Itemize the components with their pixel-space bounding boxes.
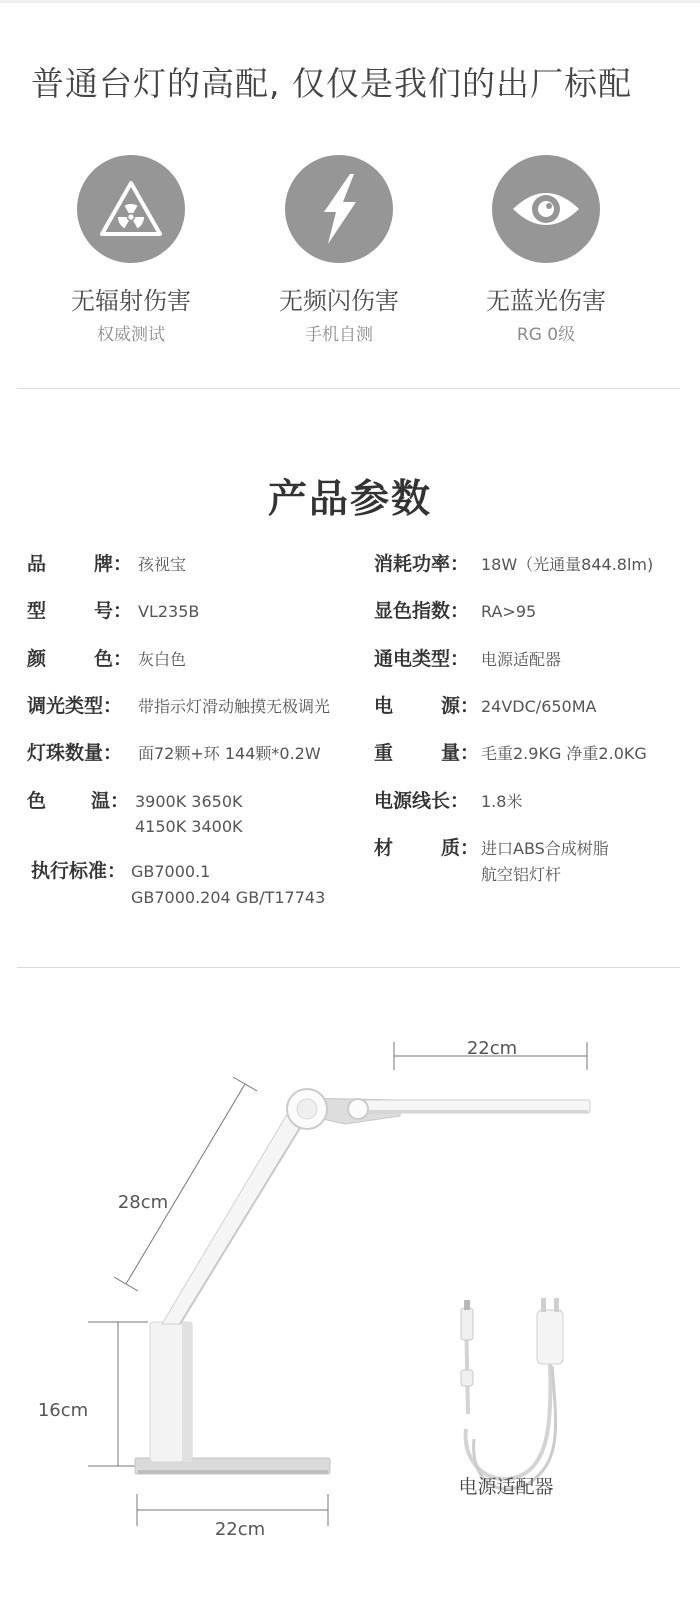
param-label: 型 — [27, 600, 47, 622]
param-value: 1.8米 — [481, 792, 523, 811]
feature-no-radiation — [36, 155, 226, 345]
param-value: 电源适配器 — [481, 650, 562, 669]
power-adapter-illustration — [461, 1298, 563, 1489]
eye-icon — [492, 155, 600, 263]
param-label: 量： — [441, 742, 480, 764]
param-label: 消耗功率： — [374, 553, 470, 575]
feature-no-blue-light — [451, 155, 641, 345]
feature-subtitle: 手机自测 — [305, 325, 373, 345]
param-label: 电源线长： — [374, 790, 470, 812]
param-value: VL235B — [138, 602, 200, 621]
adapter-label: 电源适配器 — [458, 1476, 554, 1498]
param-value: 18W（光通量844.8lm) — [481, 555, 654, 574]
param-value: GB7000.1 — [131, 862, 211, 881]
param-label: 色： — [94, 648, 133, 670]
param-label: 电 — [374, 695, 394, 717]
param-label: 重 — [374, 742, 394, 764]
param-label: 品 — [27, 553, 47, 575]
param-label: 显色指数： — [374, 600, 470, 622]
divider — [17, 388, 680, 389]
base-width-label: 22cm — [214, 1519, 266, 1540]
param-label: 调光类型： — [27, 695, 123, 717]
lightning-bolt-icon — [285, 155, 393, 263]
divider — [17, 967, 680, 968]
headline: 普通台灯的高配, 仅仅是我们的出厂标配 — [31, 64, 632, 103]
param-value: 带指示灯滑动触摸无极调光 — [138, 697, 331, 716]
feature-no-flicker — [244, 155, 434, 345]
arm-length-dimension — [114, 1077, 257, 1291]
param-label: 执行标准： — [31, 860, 127, 882]
head-width-label: 22cm — [466, 1038, 518, 1059]
param-value: RA>95 — [481, 602, 537, 621]
param-value: 面72颗+环 144颗*0.2W — [138, 744, 321, 763]
lamp-dimension-diagram — [0, 994, 700, 1614]
param-value: 进口ABS合成树脂 — [481, 839, 609, 858]
feature-subtitle: 权威测试 — [97, 325, 165, 345]
param-value: GB7000.204 GB/T17743 — [131, 888, 326, 907]
param-label: 颜 — [27, 648, 47, 670]
param-value: 灰白色 — [138, 650, 187, 669]
param-label: 质： — [441, 837, 480, 859]
arm-length-label: 28cm — [117, 1192, 169, 1213]
base-height-label: 16cm — [37, 1400, 89, 1421]
param-label: 色 — [27, 790, 47, 812]
param-label: 号： — [94, 600, 133, 622]
param-label: 温： — [91, 790, 130, 812]
param-value: 24VDC/650MA — [481, 697, 597, 716]
section-title: 产品参数 — [267, 477, 432, 522]
feature-title: 无蓝光伤害 — [486, 287, 606, 315]
param-label: 灯珠数量： — [27, 742, 123, 764]
feature-subtitle: RG 0级 — [516, 325, 576, 345]
param-value: 4150K 3400K — [135, 817, 243, 836]
desk-lamp-illustration — [135, 1089, 590, 1474]
param-value: 3900K 3650K — [135, 792, 243, 811]
param-label: 材 — [374, 837, 394, 859]
param-label: 牌： — [94, 553, 133, 575]
feature-title: 无频闪伤害 — [279, 287, 399, 315]
param-label: 源： — [441, 695, 480, 717]
radiation-warning-icon — [77, 155, 185, 263]
feature-title: 无辐射伤害 — [71, 287, 191, 315]
param-value: 毛重2.9KG 净重2.0KG — [481, 744, 647, 763]
param-value: 航空铝灯杆 — [481, 865, 562, 884]
param-label: 通电类型： — [374, 648, 470, 670]
param-value: 孩视宝 — [138, 555, 187, 574]
base-height-dimension — [88, 1322, 148, 1466]
top-border — [0, 0, 700, 3]
